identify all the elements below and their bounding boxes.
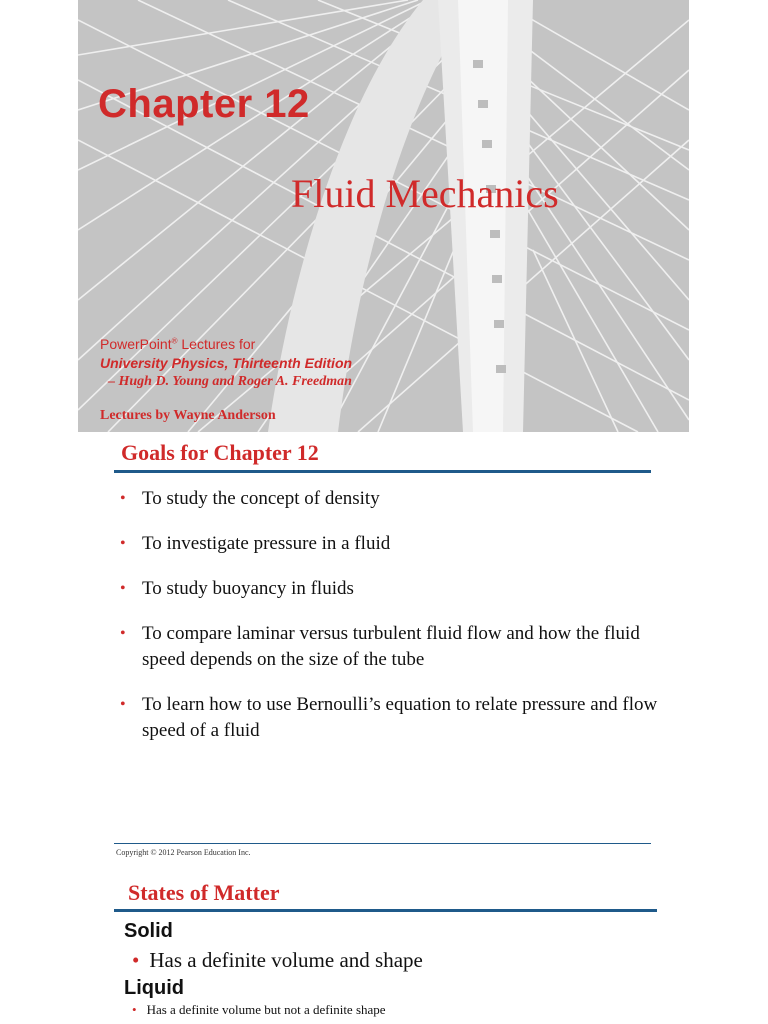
liquid-heading: Liquid <box>124 977 184 999</box>
goal-item <box>120 486 660 512</box>
bullet-icon: • <box>120 580 126 597</box>
chapter-title: Chapter 12 <box>98 82 310 126</box>
title-slide <box>78 0 689 432</box>
goals-list <box>120 486 660 763</box>
liquid-item-text: Has a definite volume but not a definite shape <box>146 1002 386 1017</box>
states-title: States of Matter <box>128 880 280 905</box>
solid-item-text: Has a definite volume and shape <box>149 948 423 972</box>
goals-footer-rule <box>114 843 651 844</box>
bullet-icon: • <box>120 696 126 713</box>
copyright-notice: Copyright © 2012 Pearson Education Inc. <box>116 848 251 857</box>
bullet-icon: • <box>120 535 126 552</box>
goal-text: To compare laminar versus turbulent fluid flow and how the fluid speed depends on the size of the tube <box>142 623 640 670</box>
book-authors: – Hugh D. Young and Roger A. Freedman <box>108 374 352 389</box>
lecturer-credit: Lectures by Wayne Anderson <box>100 408 276 423</box>
solid-item <box>132 948 423 973</box>
goal-text: To learn how to use Bernoulli’s equation to relate pressure and flow speed of a fluid <box>142 694 658 741</box>
liquid-item <box>132 1002 386 1018</box>
goal-item <box>120 692 660 744</box>
goals-title: Goals for Chapter 12 <box>121 440 319 465</box>
powerpoint-credit <box>100 336 255 352</box>
goal-item <box>120 576 660 602</box>
subject-title: Fluid Mechanics <box>291 171 559 216</box>
goals-title-rule <box>114 470 651 473</box>
bullet-icon: • <box>132 948 140 972</box>
registered-mark: ® <box>171 336 178 346</box>
goal-item <box>120 531 660 557</box>
states-title-rule <box>114 909 657 912</box>
powerpoint-word: PowerPoint <box>100 336 172 352</box>
bullet-icon: • <box>132 1002 137 1017</box>
goal-text: To study the concept of density <box>142 488 380 509</box>
bullet-icon: • <box>120 625 126 642</box>
solid-heading: Solid <box>124 920 173 942</box>
book-title: University Physics, Thirteenth Edition <box>100 355 353 371</box>
powerpoint-suffix: Lectures for <box>177 336 256 352</box>
goal-text: To study buoyancy in fluids <box>142 578 354 599</box>
goal-item <box>120 621 660 673</box>
goal-text: To investigate pressure in a fluid <box>142 533 391 554</box>
bullet-icon: • <box>120 490 126 507</box>
